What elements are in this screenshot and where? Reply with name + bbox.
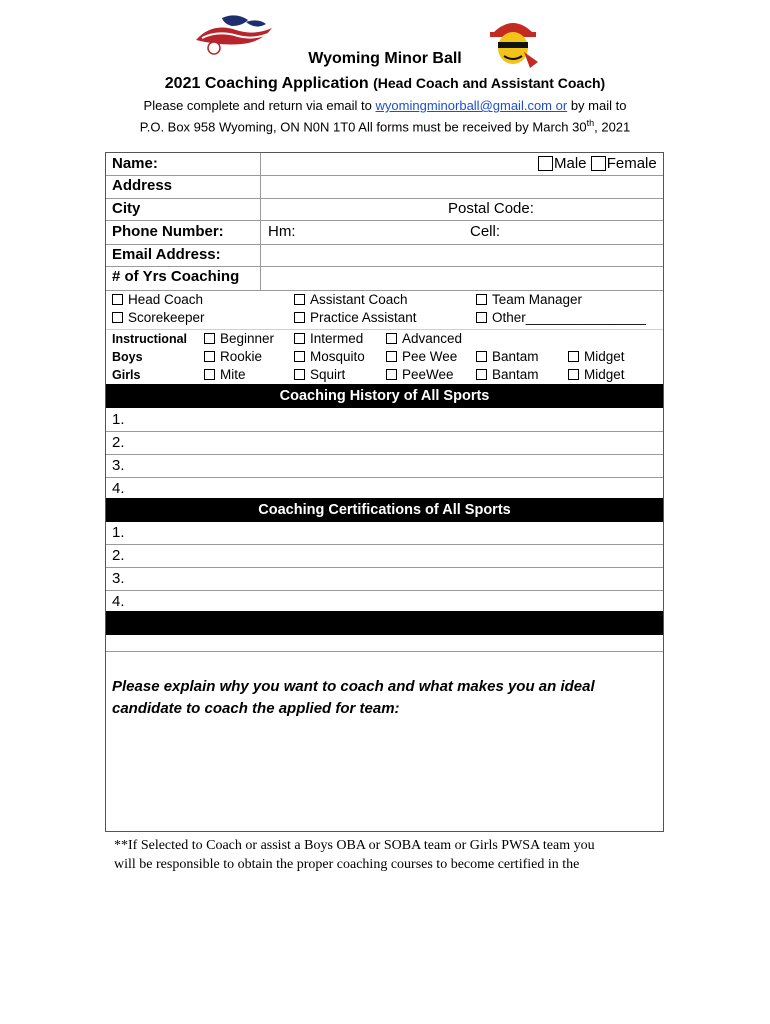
boys-label: Boys — [112, 350, 143, 364]
role-label: Assistant Coach — [310, 292, 408, 307]
division-mosquito[interactable] — [294, 349, 365, 364]
division-label: Rookie — [220, 349, 263, 364]
division-label: PeeWee — [402, 367, 454, 382]
city-input[interactable] — [262, 199, 442, 220]
address-line: P.O. Box 958 Wyoming, ON N0N 1T0 All forms must be received by March 30 — [139, 119, 587, 135]
role-head-coach[interactable] — [112, 292, 203, 307]
certification-item-2[interactable]: 2. — [112, 547, 125, 564]
checkbox-icon[interactable] — [204, 369, 215, 380]
coaching-history-heading: Coaching History of All Sports — [106, 384, 663, 408]
certification-item-4[interactable]: 4. — [112, 593, 125, 610]
home-phone-input[interactable] — [302, 221, 462, 243]
application-title — [0, 75, 770, 93]
division-beginner[interactable] — [204, 331, 274, 346]
email-label: Email Address: — [112, 246, 221, 263]
explain-prompt — [112, 676, 660, 720]
deadline-sup: th — [586, 118, 595, 128]
row-divider — [106, 454, 663, 455]
girls-label: Girls — [112, 368, 141, 382]
history-item-4[interactable]: 4. — [112, 480, 125, 497]
division-midget-girls[interactable] — [568, 367, 625, 382]
instructional-label: Instructional — [112, 332, 188, 346]
role-other[interactable] — [476, 310, 646, 325]
division-peewee-girls[interactable] — [386, 367, 454, 382]
title-main: 2021 Coaching Application — [164, 75, 369, 92]
male-label: Male — [554, 155, 587, 172]
note-line-1: **If Selected to Coach or assist a Boys OBA or SOBA team or Girls PWSA team you — [114, 838, 595, 853]
instructions-pre: Please complete and return via email to — [143, 98, 372, 113]
postal-code-input[interactable] — [546, 199, 662, 220]
division-label: Bantam — [492, 349, 539, 364]
address-input[interactable] — [262, 176, 662, 198]
home-phone-label: Hm: — [268, 223, 296, 240]
division-label: Mite — [220, 367, 246, 382]
division-midget-boys[interactable] — [568, 349, 625, 364]
years-coaching-input[interactable] — [262, 267, 662, 289]
instructions-post: by mail to — [570, 98, 627, 113]
deadline-year: , 2021 — [594, 119, 631, 135]
male-checkbox[interactable] — [538, 156, 553, 171]
gender-options — [538, 155, 657, 172]
checkbox-icon[interactable] — [476, 312, 487, 323]
row-divider — [106, 477, 663, 478]
division-label: Squirt — [310, 367, 346, 382]
phone-label: Phone Number: — [112, 223, 224, 240]
history-item-2[interactable]: 2. — [112, 434, 125, 451]
checkbox-icon[interactable] — [204, 333, 215, 344]
checkbox-icon[interactable] — [204, 351, 215, 362]
email-link[interactable]: wyomingminorball@gmail.com or — [375, 98, 568, 113]
explain-line-2: candidate to coach the applied for team: — [112, 700, 400, 717]
role-assistant-coach[interactable] — [294, 292, 408, 307]
division-label: Midget — [584, 367, 625, 382]
row-divider — [106, 590, 663, 591]
checkbox-icon[interactable] — [386, 369, 397, 380]
role-label: Head Coach — [128, 292, 204, 307]
row-divider — [106, 431, 663, 432]
label-column-divider — [260, 153, 261, 290]
address-deadline-line — [0, 118, 770, 134]
division-label: Mosquito — [310, 349, 365, 364]
division-bantam-boys[interactable] — [476, 349, 539, 364]
row-divider — [106, 567, 663, 568]
division-intermed[interactable] — [294, 331, 363, 346]
checkbox-icon[interactable] — [112, 312, 123, 323]
role-practice-assistant[interactable] — [294, 310, 417, 325]
postal-code-label: Postal Code: — [448, 200, 534, 217]
history-item-1[interactable]: 1. — [112, 411, 125, 428]
checkbox-icon[interactable] — [386, 333, 397, 344]
female-label: Female — [606, 155, 657, 172]
checkbox-icon[interactable] — [568, 369, 579, 380]
checkbox-icon[interactable] — [568, 351, 579, 362]
coaching-certifications-heading: Coaching Certifications of All Sports — [106, 498, 663, 522]
email-input[interactable] — [262, 245, 662, 266]
division-bantam-girls[interactable] — [476, 367, 539, 382]
division-pee-wee[interactable] — [386, 349, 457, 364]
cell-phone-label: Cell: — [470, 223, 501, 240]
checkbox-icon[interactable] — [294, 333, 305, 344]
division-label: Midget — [584, 349, 625, 364]
checkbox-icon[interactable] — [112, 294, 123, 305]
title-note: (Head Coach and Assistant Coach) — [373, 75, 606, 91]
history-item-3[interactable]: 3. — [112, 457, 125, 474]
row-divider — [106, 651, 663, 652]
division-label: Advanced — [402, 331, 463, 346]
role-scorekeeper[interactable] — [112, 310, 205, 325]
address-label: Address — [112, 177, 173, 194]
org-name: Wyoming Minor Ball — [308, 50, 462, 67]
role-team-manager[interactable] — [476, 292, 582, 307]
division-label: Pee Wee — [402, 349, 458, 364]
checkbox-icon[interactable] — [294, 294, 305, 305]
checkbox-icon[interactable] — [386, 351, 397, 362]
role-label: Team Manager — [492, 292, 583, 307]
certification-item-3[interactable]: 3. — [112, 570, 125, 587]
cell-phone-input[interactable] — [506, 221, 662, 243]
role-label: Other________________ — [492, 310, 646, 325]
checkbox-icon[interactable] — [294, 312, 305, 323]
row-divider — [106, 544, 663, 545]
checkbox-icon[interactable] — [294, 369, 305, 380]
division-label: Beginner — [220, 331, 275, 346]
division-mite[interactable] — [204, 367, 246, 382]
row-divider — [106, 290, 663, 291]
city-label: City — [112, 200, 141, 217]
instructions-line — [0, 98, 770, 113]
female-checkbox[interactable] — [591, 156, 606, 171]
section-divider — [106, 329, 663, 330]
division-rookie[interactable] — [204, 349, 262, 364]
explain-line-1: Please explain why you want to coach and what makes you an ideal — [112, 678, 595, 695]
note-line-2: will be responsible to obtain the proper coaching courses to become certified in the — [114, 857, 580, 872]
explain-answer-area[interactable] — [106, 723, 663, 831]
division-squirt[interactable] — [294, 367, 345, 382]
checkbox-icon[interactable] — [476, 369, 487, 380]
certification-note — [114, 836, 654, 874]
role-label: Practice Assistant — [310, 310, 417, 325]
name-label: Name: — [112, 155, 158, 172]
role-label: Scorekeeper — [128, 310, 205, 325]
certification-item-1[interactable]: 1. — [112, 524, 125, 541]
years-coaching-label: # of Yrs Coaching — [112, 268, 240, 285]
checkbox-icon[interactable] — [294, 351, 305, 362]
checkbox-icon[interactable] — [476, 294, 487, 305]
division-advanced[interactable] — [386, 331, 462, 346]
application-form — [105, 152, 664, 832]
checkbox-icon[interactable] — [476, 351, 487, 362]
blank-section-bar — [106, 611, 663, 635]
division-label: Intermed — [310, 331, 364, 346]
division-label: Bantam — [492, 367, 539, 382]
